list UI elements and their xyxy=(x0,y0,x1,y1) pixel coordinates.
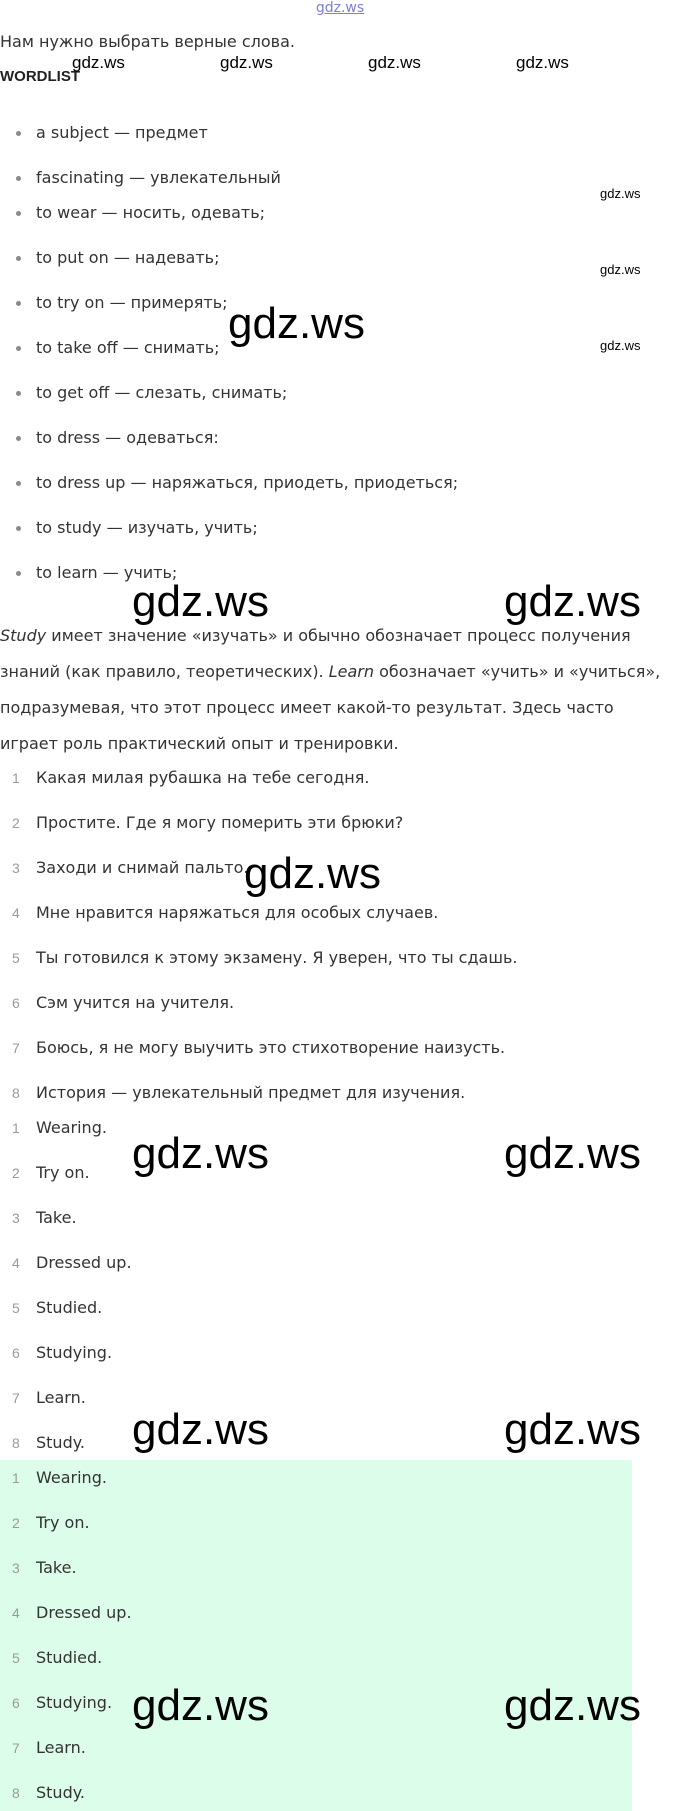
answer-item: Studied. xyxy=(36,1648,103,1667)
wordlist-item: a subject — предмет xyxy=(36,123,208,142)
wordlist-heading: WORDLIST xyxy=(0,68,80,85)
study-description: имеет значение «изучать» и обычно обозначает процесс получения знаний (как правило, теоретических). xyxy=(0,626,631,681)
bullet-icon xyxy=(16,481,21,486)
bullet-icon xyxy=(16,571,21,576)
highlighted-answer-box xyxy=(0,1460,632,1811)
watermark: gdz.ws xyxy=(600,338,641,353)
explanation-paragraph xyxy=(0,618,675,762)
translation-item: Сэм учится на учителя. xyxy=(36,993,235,1012)
answer-item: Learn. xyxy=(36,1738,86,1757)
translation-item: Какая милая рубашка на тебе сегодня. xyxy=(36,768,370,787)
watermark: gdz.ws xyxy=(516,53,569,72)
list-number: 2 xyxy=(12,1165,20,1181)
bullet-icon xyxy=(16,211,21,216)
wordlist-item: to try on — примерять; xyxy=(36,293,228,312)
list-number: 8 xyxy=(12,1435,20,1451)
answer-item: Try on. xyxy=(36,1513,90,1532)
answer-item: Wearing. xyxy=(36,1118,107,1137)
bullet-icon xyxy=(16,131,21,136)
list-number: 8 xyxy=(12,1085,20,1101)
list-number: 1 xyxy=(12,1470,20,1486)
watermark: gdz.ws xyxy=(600,262,641,277)
wordlist-item: to dress up — наряжаться, приодеть, приодеться; xyxy=(36,473,459,492)
wordlist-item: to wear — носить, одевать; xyxy=(36,203,266,222)
watermark: gdz.ws xyxy=(244,849,381,898)
bullet-icon xyxy=(16,256,21,261)
answer-item: Dressed up. xyxy=(36,1253,132,1272)
list-number: 2 xyxy=(12,1515,20,1531)
list-number: 2 xyxy=(12,815,20,831)
answer-item: Wearing. xyxy=(36,1468,107,1487)
answer-item: Studying. xyxy=(36,1343,113,1362)
list-number: 7 xyxy=(12,1390,20,1406)
wordlist-item: to take off — снимать; xyxy=(36,338,220,357)
watermark: gdz.ws xyxy=(228,299,365,348)
answer-item: Learn. xyxy=(36,1388,86,1407)
watermark: gdz.ws xyxy=(132,1405,269,1454)
study-term: Study xyxy=(0,626,47,645)
wordlist-item: to learn — учить; xyxy=(36,563,178,582)
watermark: gdz.ws xyxy=(132,577,269,626)
bullet-icon xyxy=(16,526,21,531)
learn-description: обозначает «учить» и «учиться», подразумевая, что этот процесс имеет какой-то результат. Здесь часто играет роль практический опыт и тренировки. xyxy=(0,662,661,753)
watermark: gdz.ws xyxy=(504,1405,641,1454)
bullet-icon xyxy=(16,436,21,441)
wordlist-item: fascinating — увлекательный xyxy=(36,168,281,187)
list-number: 7 xyxy=(12,1740,20,1756)
list-number: 6 xyxy=(12,995,20,1011)
watermark: gdz.ws xyxy=(72,53,125,72)
bullet-icon xyxy=(16,176,21,181)
watermark: gdz.ws xyxy=(132,1681,269,1730)
answer-item: Studied. xyxy=(36,1298,103,1317)
answer-item: Study. xyxy=(36,1433,85,1452)
list-number: 4 xyxy=(12,905,20,921)
wordlist-item: to get off — слезать, снимать; xyxy=(36,383,288,402)
bullet-icon xyxy=(16,391,21,396)
list-number: 3 xyxy=(12,1560,20,1576)
wordlist-item: to put on — надевать; xyxy=(36,248,220,267)
answer-item: Dressed up. xyxy=(36,1603,132,1622)
list-number: 4 xyxy=(12,1605,20,1621)
wordlist-item: to study — изучать, учить; xyxy=(36,518,258,537)
learn-term: Learn xyxy=(328,662,375,681)
list-number: 6 xyxy=(12,1345,20,1361)
list-number: 1 xyxy=(12,1120,20,1136)
list-number: 1 xyxy=(12,770,20,786)
bullet-icon xyxy=(16,346,21,351)
watermark: gdz.ws xyxy=(504,577,641,626)
answer-item: Take. xyxy=(36,1208,77,1227)
list-number: 7 xyxy=(12,1040,20,1056)
watermark: gdz.ws xyxy=(368,53,421,72)
list-number: 5 xyxy=(12,1300,20,1316)
translation-item: История — увлекательный предмет для изучения. xyxy=(36,1083,466,1102)
list-number: 5 xyxy=(12,950,20,966)
watermark: gdz.ws xyxy=(504,1129,641,1178)
bullet-icon xyxy=(16,301,21,306)
watermark: gdz.ws xyxy=(132,1129,269,1178)
list-number: 3 xyxy=(12,860,20,876)
translation-item: Заходи и снимай пальто. xyxy=(36,858,249,877)
translation-item: Ты готовился к этому экзамену. Я уверен, что ты сдашь. xyxy=(36,948,518,967)
watermark: gdz.ws xyxy=(600,186,641,201)
list-number: 6 xyxy=(12,1695,20,1711)
answer-item: Take. xyxy=(36,1558,77,1577)
list-number: 5 xyxy=(12,1650,20,1666)
watermark-top-link[interactable]: gdz.ws xyxy=(315,0,365,16)
translation-item: Мне нравится наряжаться для особых случаев. xyxy=(36,903,439,922)
watermark: gdz.ws xyxy=(504,1681,641,1730)
list-number: 3 xyxy=(12,1210,20,1226)
answer-item: Studying. xyxy=(36,1693,113,1712)
list-number: 8 xyxy=(12,1785,20,1801)
answer-item: Try on. xyxy=(36,1163,90,1182)
watermark: gdz.ws xyxy=(220,53,273,72)
list-number: 4 xyxy=(12,1255,20,1271)
wordlist-item: to dress — одеваться: xyxy=(36,428,219,447)
intro-text: Нам нужно выбрать верные слова. xyxy=(0,32,295,51)
translation-item: Простите. Где я могу померить эти брюки? xyxy=(36,813,404,832)
answer-item: Study. xyxy=(36,1783,85,1802)
translation-item: Боюсь, я не могу выучить это стихотворение наизусть. xyxy=(36,1038,506,1057)
